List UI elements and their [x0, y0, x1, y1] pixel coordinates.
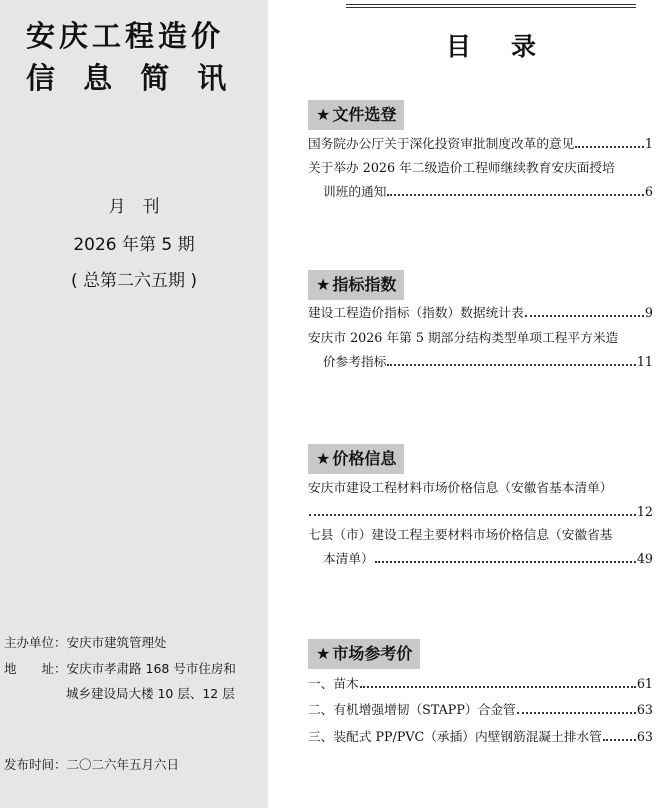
publication-title-line1: 安庆工程造价 — [26, 19, 225, 53]
toc-entry[interactable]: 二、有机增强增韧（STAPP）合金管 63 — [308, 702, 653, 717]
address-row — [4, 659, 236, 677]
dot-leader — [309, 504, 636, 516]
toc-entry[interactable]: 建设工程造价指标（指数）数据统计表 9 — [308, 305, 653, 320]
periodical-type: 月 刊 — [108, 197, 160, 217]
dot-leader — [387, 354, 635, 366]
toc-entry[interactable]: 一、苗木 61 — [308, 676, 653, 691]
page-number: 63 — [636, 702, 653, 717]
section-heading-indices: ★ 指标指数 — [308, 270, 404, 300]
toc-entry[interactable]: 七县（市）建设工程主要材料市场价格信息（安徽省基 本清单） 49 — [308, 527, 653, 566]
page-number: 63 — [636, 729, 653, 744]
cover-panel — [0, 0, 268, 808]
sponsor-row — [4, 633, 167, 651]
page-number: 9 — [644, 305, 653, 320]
page-number: 6 — [644, 184, 653, 199]
star-icon: ★ — [316, 644, 331, 663]
dot-leader — [517, 702, 636, 714]
dot-leader — [375, 551, 636, 563]
star-icon: ★ — [316, 275, 331, 294]
address-line2: 城乡建设局大楼 10 层、12 层 — [66, 686, 235, 701]
sponsor-label: 主办单位： — [4, 635, 67, 650]
dot-leader — [575, 136, 643, 148]
page-number: 11 — [636, 354, 653, 369]
page-number: 49 — [636, 551, 653, 566]
section-heading-market-reference: ★ 市场参考价 — [308, 639, 420, 669]
page-number: 12 — [636, 504, 653, 519]
dot-leader — [603, 729, 636, 741]
publication-title-line2: 信 息 简 讯 — [26, 61, 236, 95]
toc-entry[interactable]: 安庆市 2026 年第 5 期部分结构类型单项工程平方米造 价参考指标 11 — [308, 330, 653, 369]
dot-leader — [360, 676, 636, 688]
star-icon: ★ — [316, 449, 331, 468]
issue-number: 2026 年第 5 期 — [73, 235, 195, 255]
toc-title: 目录 — [445, 32, 576, 61]
toc-entry[interactable]: 国务院办公厅关于深化投资审批制度改革的意见 1 — [308, 136, 653, 151]
address-label: 地 址： — [4, 661, 67, 676]
section-heading-prices: ★ 价格信息 — [308, 444, 404, 474]
toc-entry[interactable]: 安庆市建设工程材料市场价格信息（安徽省基本清单） 12 — [308, 480, 653, 519]
publish-label: 发布时间： — [4, 757, 67, 772]
publish-date-row — [4, 755, 179, 773]
sponsor-value: 安庆市建筑管理处 — [66, 635, 167, 650]
section-heading-documents: ★ 文件选登 — [308, 100, 404, 130]
publish-date: 二〇二六年五月六日 — [66, 757, 180, 772]
header-rule — [346, 4, 636, 8]
total-issue-number: ( 总第二六五期 ) — [70, 271, 198, 291]
page-number: 61 — [636, 676, 653, 691]
dot-leader — [525, 305, 644, 317]
page-number: 1 — [644, 136, 653, 151]
address-line1: 安庆市孝肃路 168 号市住房和 — [66, 661, 236, 676]
toc-entry[interactable]: 关于举办 2026 年二级造价工程师继续教育安庆面授培 训班的通知 6 — [308, 160, 653, 199]
toc-entry[interactable]: 三、装配式 PP/PVC（承插）内壁钢筋混凝土排水管 63 — [308, 729, 653, 744]
star-icon: ★ — [316, 105, 331, 124]
dot-leader — [387, 184, 643, 196]
